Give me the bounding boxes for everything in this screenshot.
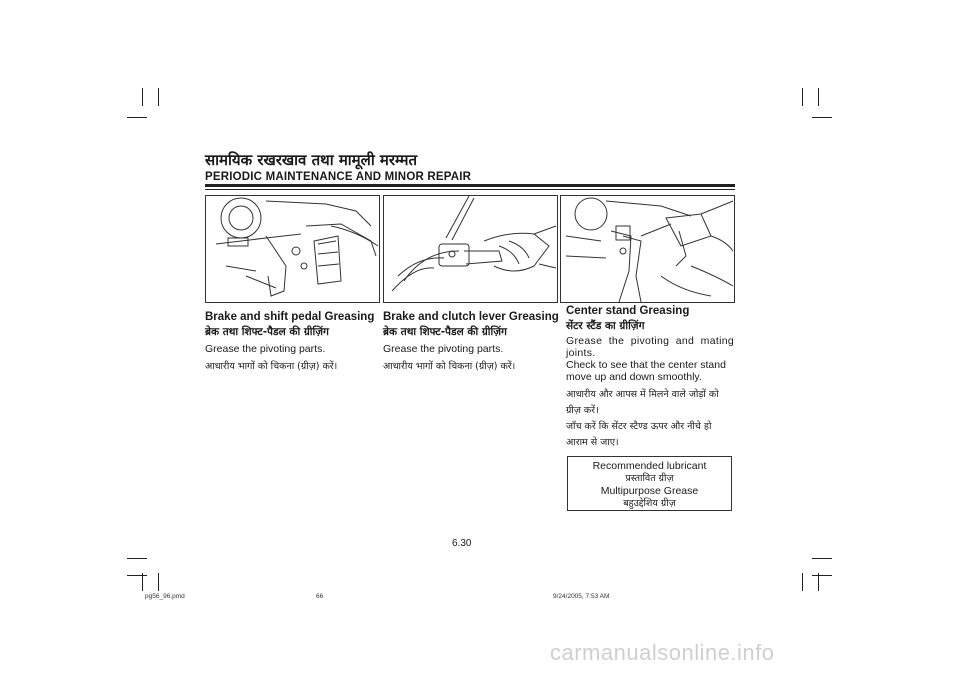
- section-heading-hi: ब्रेक तथा शिफ्ट-पैडल की ग्रीज़िंग: [383, 326, 507, 338]
- section-heading-hi: सेंटर स्टैंड का ग्रीज़िंग: [566, 320, 645, 332]
- header-rule-thick: [205, 184, 735, 187]
- footer-timestamp: 9/24/2005, 7:53 AM: [553, 593, 610, 600]
- pedal-greasing-illustration: [206, 196, 379, 302]
- section-text-hi: आधारीय भागों को चिकना (ग्रीज़) करें।: [205, 361, 338, 372]
- watermark: carmanualsonline.info: [550, 640, 775, 665]
- header-rule-thin: [205, 189, 735, 190]
- section-heading-en: Brake and shift pedal Greasing: [205, 311, 375, 323]
- section-text-en-1: Grease the pivoting and mating joints.: [566, 335, 734, 359]
- section-brake-shift-pedal: [205, 311, 382, 375]
- section-text-en: Grease the pivoting parts.: [205, 343, 326, 355]
- section-text-hi-2: जाँच करें कि सेंटर स्टैण्ड ऊपर और नीचे हो आराम से जाए।: [566, 421, 712, 448]
- section-center-stand: [566, 305, 734, 451]
- page-number: 6.30: [452, 538, 472, 549]
- footer-filename: pg56_96.pmd: [145, 593, 185, 600]
- lever-greasing-illustration: [384, 196, 557, 302]
- section-heading-en: Center stand Greasing: [566, 305, 690, 317]
- recommended-lubricant-box: [567, 456, 732, 511]
- figure-brake-clutch-lever: [383, 195, 558, 303]
- section-text-hi: आधारीय भागों को चिकना (ग्रीज़) करें।: [383, 361, 516, 372]
- lubricant-type-en: Multipurpose Grease: [600, 485, 699, 497]
- section-text-en-2: Check to see that the center stand move up and down smoothly.: [566, 359, 726, 383]
- section-text-en: Grease the pivoting parts.: [383, 343, 504, 355]
- lubricant-label-hi: प्रस्तावित ग्रीज़: [625, 472, 674, 484]
- section-text-hi-1: आधारीय और आपस में मिलने वाले जोड़ों को ग्रीज़ करें।: [566, 389, 719, 416]
- stand-greasing-illustration: [561, 196, 734, 302]
- figure-center-stand: [560, 195, 735, 303]
- page-title-english: PERIODIC MAINTENANCE AND MINOR REPAIR: [205, 171, 472, 183]
- footer-page: 66: [316, 593, 324, 600]
- figure-brake-shift-pedal: [205, 195, 380, 303]
- lubricant-type-hi: बहुउद्देशिय ग्रीज़: [623, 497, 676, 509]
- lubricant-label-en: Recommended lubricant: [592, 460, 707, 472]
- section-heading-en: Brake and clutch lever Greasing: [383, 311, 559, 323]
- section-heading-hi: ब्रेक तथा शिफ्ट-पैडल की ग्रीज़िंग: [205, 326, 329, 338]
- section-brake-clutch-lever: [383, 311, 560, 375]
- page-title-hindi: सामयिक रखरखाव तथा मामूली मरम्मत: [205, 151, 418, 169]
